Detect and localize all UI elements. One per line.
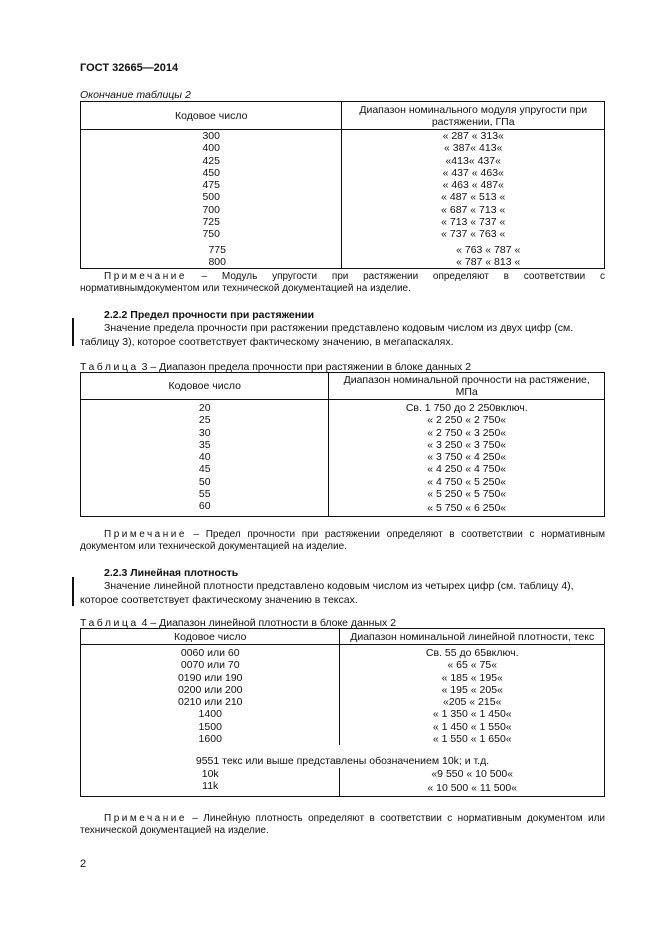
table2 [80, 101, 605, 269]
change-bar [72, 577, 74, 606]
cell-range: « 763 « 787 « [342, 241, 605, 256]
table-row [81, 733, 605, 745]
table-row [81, 191, 605, 203]
table2-note [80, 271, 605, 295]
table-row [81, 684, 605, 696]
cell-range: Св. 55 до 65включ. [340, 645, 605, 660]
page-number: 2 [80, 858, 87, 870]
table-row [81, 228, 605, 240]
table-row [81, 768, 605, 780]
cell-code: 800 [81, 256, 342, 269]
cell-code: 300 [81, 130, 342, 143]
cell-code: 500 [81, 191, 342, 203]
table4-caption-label: Таблица [80, 617, 139, 629]
table-row [81, 400, 605, 415]
cell-code: 750 [81, 228, 342, 240]
table3-body [81, 400, 605, 517]
table-row [81, 488, 605, 500]
table4-header-code: Кодовое число [81, 629, 340, 645]
cell-range: « 2 250 « 2 750« [329, 414, 605, 426]
cell-range: «413« 437« [342, 155, 605, 167]
document-title: ГОСТ 32665—2014 [80, 62, 179, 74]
table4-header-range: Диапазон номинальной линейной плотности, текс [340, 629, 605, 645]
cell-range: « 463 « 487« [342, 179, 605, 191]
table4-note [80, 813, 605, 837]
cell-code: 700 [81, 204, 342, 216]
cell-code: 25 [81, 414, 329, 426]
table-row [81, 476, 605, 488]
cell-code: 60 [81, 500, 329, 516]
table-row [81, 155, 605, 167]
table-row [81, 708, 605, 720]
section-2-2-2-text: Значение предела прочности при растяжении представлено кодовым числом из двух цифр (см. таблицу 3), которое соответствует фактическому значению, в мегапаскалях. [80, 322, 574, 348]
table-row [81, 439, 605, 451]
table3-note-label: Примечание [104, 529, 187, 540]
cell-span-note: 9551 текс или выше представлены обозначением 10k; и т.д. [81, 745, 605, 767]
table-row [81, 414, 605, 426]
cell-range: « 487 « 513 « [342, 191, 605, 203]
cell-range: « 287 « 313« [342, 130, 605, 143]
table-row [81, 672, 605, 684]
change-bar [72, 318, 74, 346]
table4-note-text: – Линейную плотность определяют в соответствии с нормативным документом или технической документацией на изделие. [80, 813, 605, 836]
cell-code: 775 [81, 241, 342, 256]
cell-code: 0190 или 190 [81, 672, 340, 684]
cell-range: « 3 250 « 3 750« [329, 439, 605, 451]
cell-code: 50 [81, 476, 329, 488]
cell-range: « 5 750 « 6 250« [329, 500, 605, 516]
table3-header-range: Диапазон номинальной прочности на растяжение, МПа [329, 373, 605, 400]
table-row [81, 645, 605, 660]
cell-code: 450 [81, 167, 342, 179]
cell-code: 425 [81, 155, 342, 167]
table2-note-text: – Модуль упругости при растяжении определяют в соответствии с нормативнымдокументом или технической документацией на изделие. [80, 271, 605, 294]
table4-caption-text: 4 – Диапазон линейной плотности в блоке данных 2 [138, 617, 397, 629]
cell-code: 725 [81, 216, 342, 228]
cell-range: « 737 « 763 « [342, 228, 605, 240]
cell-code: 1500 [81, 721, 340, 733]
table2-body [81, 130, 605, 269]
table-row [81, 167, 605, 179]
cell-code: 0070 или 70 [81, 659, 340, 671]
cell-range: « 185 « 195« [340, 672, 605, 684]
cell-range: « 1 550 « 1 650« [340, 733, 605, 745]
cell-code: 0200 или 200 [81, 684, 340, 696]
table2-header-range: Диапазон номинального модуля упругости при растяжении, ГПа [342, 102, 605, 130]
table2-note-label: Примечание [104, 271, 187, 282]
table-row [81, 256, 605, 269]
cell-range: « 10 500 « 11 500« [340, 780, 605, 797]
cell-range: Св. 1 750 до 2 250включ. [329, 400, 605, 415]
table-row [81, 780, 605, 797]
table3-note-text: – Предел прочности при растяжении определяют в соответствии с нормативным документом или технической документацией на изделие. [80, 529, 605, 552]
cell-code: 0060 или 60 [81, 645, 340, 660]
cell-range: « 5 250 « 5 750« [329, 488, 605, 500]
cell-code: 400 [81, 142, 342, 154]
section-2-2-2-heading: 2.2.2 Предел прочности при растяжении [104, 309, 315, 321]
table4 [80, 628, 605, 797]
cell-range: « 387« 413« [342, 142, 605, 154]
cell-range: « 195 « 205« [340, 684, 605, 696]
table-row [81, 463, 605, 475]
cell-range: « 65 « 75« [340, 659, 605, 671]
cell-range: «205 « 215« [340, 696, 605, 708]
table-row [81, 451, 605, 463]
table3-caption-text: 3 – Диапазон предела прочности при растяжении в блоке данных 2 [138, 361, 472, 373]
cell-range: « 787 « 813 « [342, 256, 605, 269]
table-row [81, 721, 605, 733]
table-span-row [81, 745, 605, 767]
cell-range: « 713 « 737 « [342, 216, 605, 228]
table-row [81, 500, 605, 516]
table3-note [80, 529, 605, 553]
table-row [81, 142, 605, 154]
table2-caption: Окончание таблицы 2 [80, 89, 191, 101]
cell-code: 0210 или 210 [81, 696, 340, 708]
cell-code: 1600 [81, 733, 340, 745]
table3-header-code: Кодовое число [81, 373, 329, 400]
table4-note-label: Примечание [104, 813, 187, 824]
cell-code: 55 [81, 488, 329, 500]
table-row [81, 696, 605, 708]
cell-range: « 1 350 « 1 450« [340, 708, 605, 720]
cell-code: 475 [81, 179, 342, 191]
cell-code: 35 [81, 439, 329, 451]
table-row [81, 204, 605, 216]
cell-range: « 1 450 « 1 550« [340, 721, 605, 733]
cell-code: 20 [81, 400, 329, 415]
cell-code: 40 [81, 451, 329, 463]
cell-range: « 2 750 « 3 250« [329, 427, 605, 439]
table4-body [81, 645, 605, 797]
cell-code: 10k [81, 768, 340, 780]
table-row [81, 427, 605, 439]
table-row [81, 241, 605, 256]
cell-range: « 687 « 713 « [342, 204, 605, 216]
cell-range: « 3 750 « 4 250« [329, 451, 605, 463]
table-row [81, 179, 605, 191]
cell-range: « 437 « 463« [342, 167, 605, 179]
cell-range: «9 550 « 10 500« [340, 768, 605, 780]
cell-code: 45 [81, 463, 329, 475]
table3 [80, 372, 605, 517]
section-2-2-3-text: Значение линейной плотности представлено кодовым числом из четырех цифр (см. таблицу 4), которое соответствует фактическому значению в тексах. [80, 580, 574, 606]
table-row [81, 659, 605, 671]
table-row [81, 216, 605, 228]
table2-header-code: Кодовое число [81, 102, 342, 130]
cell-range: « 4 250 « 4 750« [329, 463, 605, 475]
cell-range: « 4 750 « 5 250« [329, 476, 605, 488]
table-row [81, 130, 605, 143]
table3-caption-label: Таблица [80, 361, 139, 373]
cell-code: 11k [81, 780, 340, 797]
cell-code: 30 [81, 427, 329, 439]
cell-code: 1400 [81, 708, 340, 720]
section-2-2-3-heading: 2.2.3 Линейная плотность [104, 567, 239, 579]
